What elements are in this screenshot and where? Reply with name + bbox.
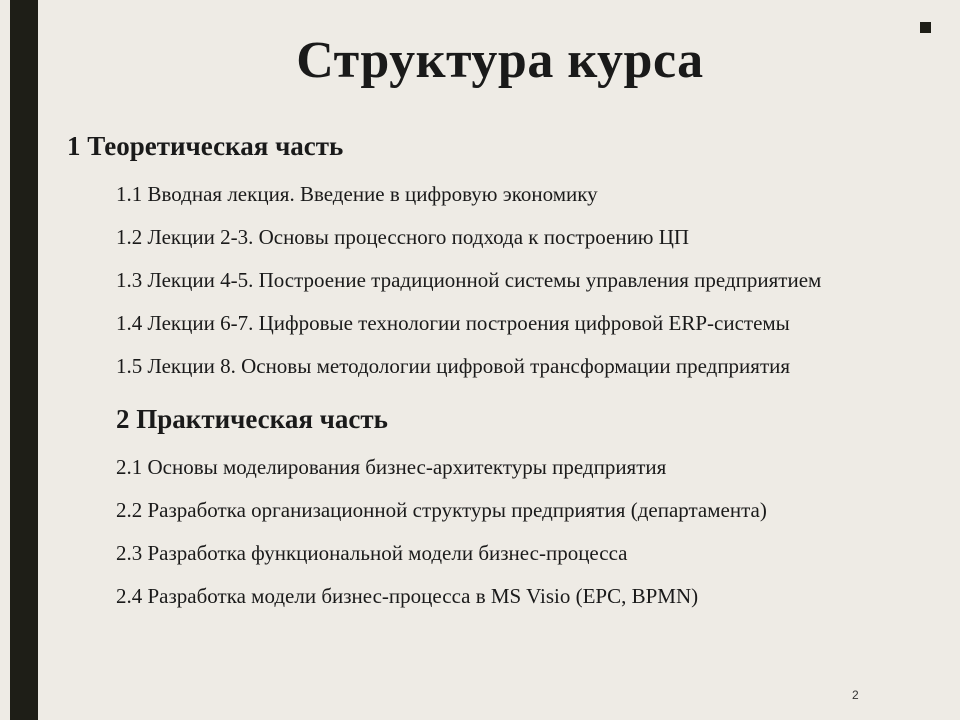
list-item: 2.3 Разработка функциональной модели бизнес-процесса xyxy=(116,541,628,565)
list-item: 1.1 Вводная лекция. Введение в цифровую экономику xyxy=(116,182,598,206)
list-item: 1.2 Лекции 2-3. Основы процессного подхода к построению ЦП xyxy=(116,225,690,249)
section-heading-practice: 2 Практическая часть xyxy=(116,404,388,434)
list-item: 1.5 Лекции 8. Основы методологии цифровой трансформации предприятия xyxy=(116,354,791,378)
left-accent-bar xyxy=(10,0,38,720)
list-item: 2.1 Основы моделирования бизнес-архитектуры предприятия xyxy=(116,455,667,479)
page-number: 2 xyxy=(852,688,859,702)
list-item: 1.4 Лекции 6-7. Цифровые технологии построения цифровой ERP-системы xyxy=(116,311,790,335)
slide-title: Структура курса xyxy=(296,32,704,89)
section-heading-theory: 1 Теоретическая часть xyxy=(67,131,344,161)
list-item: 2.2 Разработка организационной структуры предприятия (департамента) xyxy=(116,498,767,522)
list-item: 2.4 Разработка модели бизнес-процесса в MS Visio (EPC, BPMN) xyxy=(116,584,699,608)
list-item: 1.3 Лекции 4-5. Построение традиционной системы управления предприятием xyxy=(116,268,822,292)
